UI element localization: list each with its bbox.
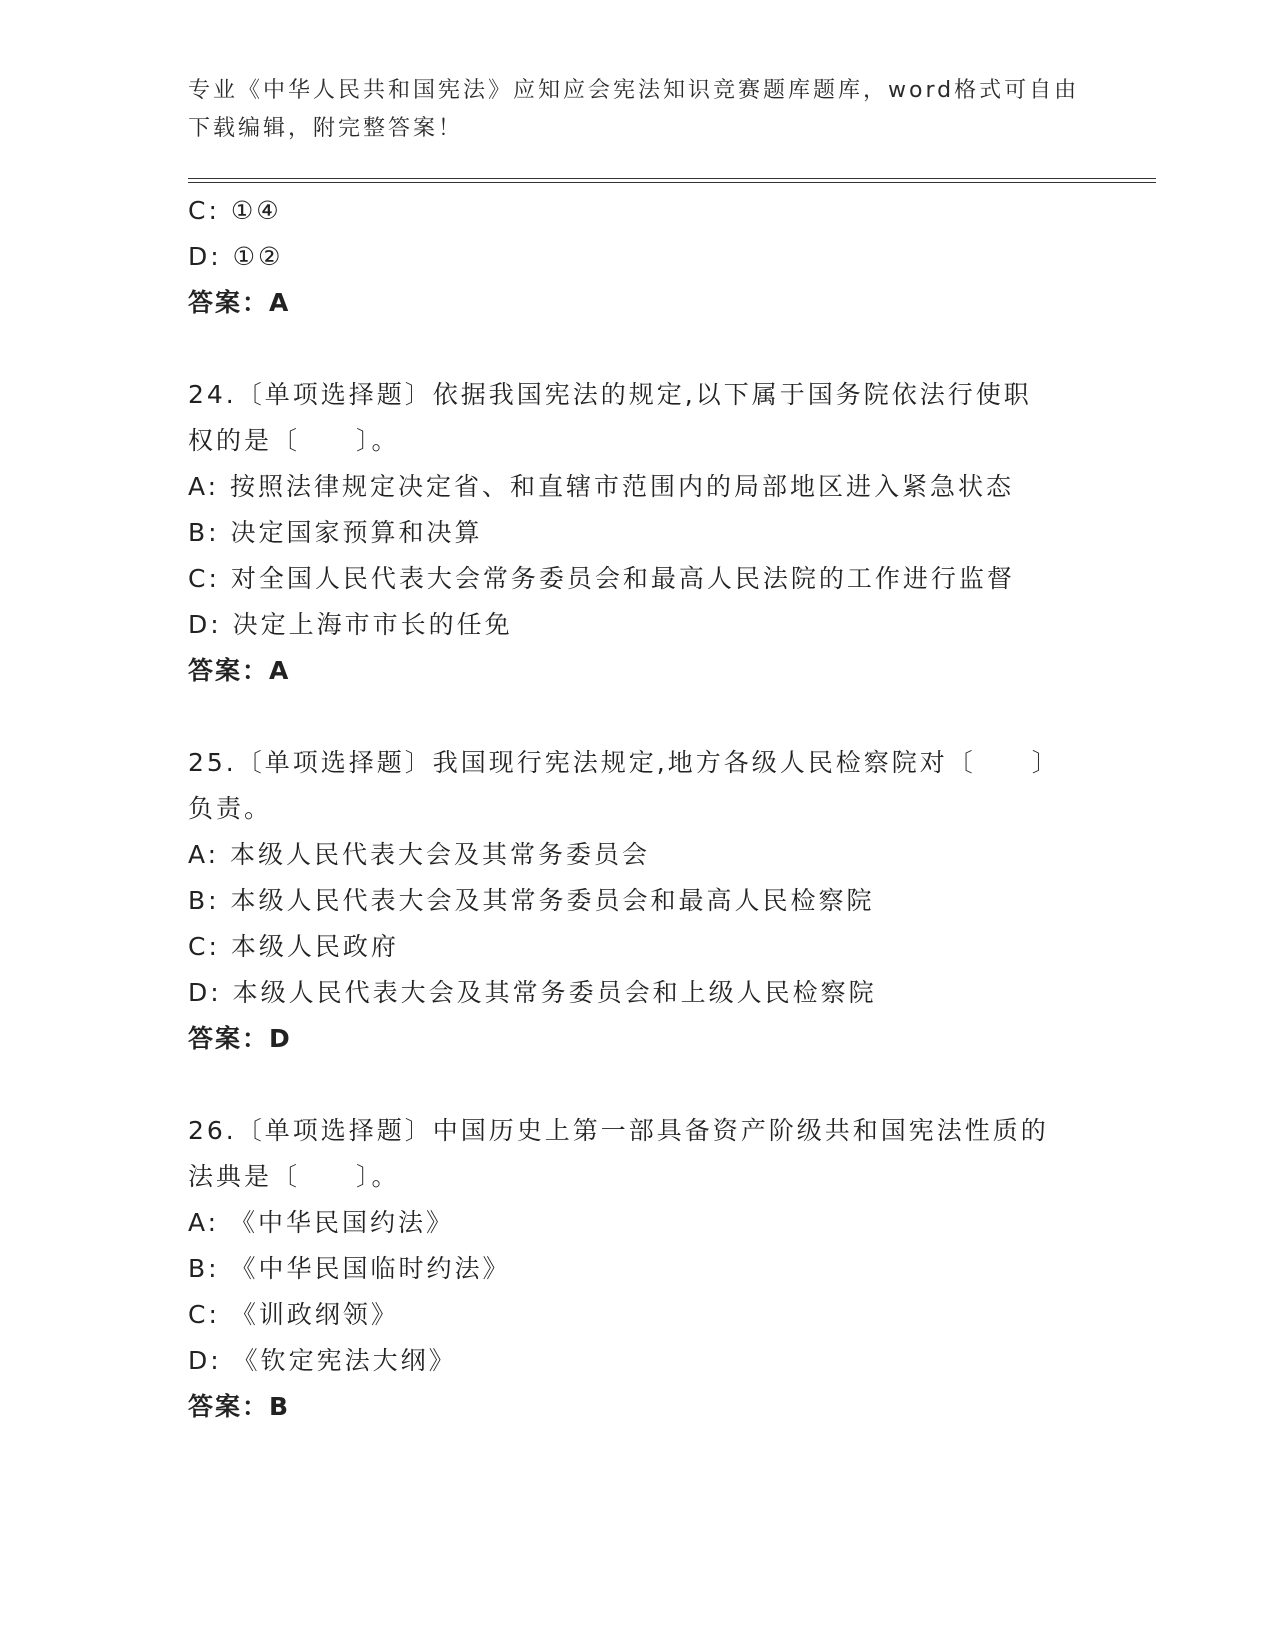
option-a: A: 本级人民代表大会及其常务委员会 (188, 840, 651, 869)
option-b: B: 决定国家预算和决算 (188, 518, 483, 547)
option-b: B: 《中华民国临时约法》 (188, 1254, 511, 1283)
question-text-line-1: 24.〔单项选择题〕依据我国宪法的规定,以下属于国务院依法行使职 (188, 380, 1032, 409)
document-body (188, 188, 1088, 1430)
spacer (188, 326, 1088, 372)
question-23-continuation (188, 188, 1088, 326)
option-c: C: 《训政纲领》 (188, 1300, 399, 1329)
option-d: D: ①② (188, 242, 284, 271)
header-line-1: 专业《中华人民共和国宪法》应知应会宪法知识竞赛题库题库，word格式可自由 (188, 78, 1080, 103)
header-divider (188, 178, 1156, 183)
question-text-line-1: 25.〔单项选择题〕我国现行宪法规定,地方各级人民检察院对〔 〕 (188, 748, 1060, 777)
header-line-2: 下载编辑，附完整答案！ (188, 116, 464, 141)
question-25 (188, 740, 1088, 1062)
option-c: C: ①④ (188, 196, 282, 225)
question-text-line-1: 26.〔单项选择题〕中国历史上第一部具备资产阶级共和国宪法性质的 (188, 1116, 1049, 1145)
option-b: B: 本级人民代表大会及其常务委员会和最高人民检察院 (188, 886, 875, 915)
question-text-line-2: 权的是〔 〕。 (188, 426, 400, 455)
answer-label: 答案：A (188, 288, 291, 317)
option-c: C: 本级人民政府 (188, 932, 399, 961)
question-26 (188, 1108, 1088, 1430)
option-d: D: 《钦定宪法大纲》 (188, 1346, 457, 1375)
spacer (188, 694, 1088, 740)
option-d: D: 决定上海市市长的任免 (188, 610, 513, 639)
question-24 (188, 372, 1088, 694)
question-text-line-2: 负责。 (188, 794, 273, 823)
option-d: D: 本级人民代表大会及其常务委员会和上级人民检察院 (188, 978, 877, 1007)
answer-label: 答案：A (188, 656, 291, 685)
answer-label: 答案：B (188, 1392, 291, 1421)
answer-label: 答案：D (188, 1024, 292, 1053)
document-header (188, 72, 1088, 148)
spacer (188, 1062, 1088, 1108)
option-a: A: 《中华民国约法》 (188, 1208, 455, 1237)
option-a: A: 按照法律规定决定省、和直辖市范围内的局部地区进入紧急状态 (188, 472, 1015, 501)
option-c: C: 对全国人民代表大会常务委员会和最高人民法院的工作进行监督 (188, 564, 1015, 593)
question-text-line-2: 法典是〔 〕。 (188, 1162, 400, 1191)
